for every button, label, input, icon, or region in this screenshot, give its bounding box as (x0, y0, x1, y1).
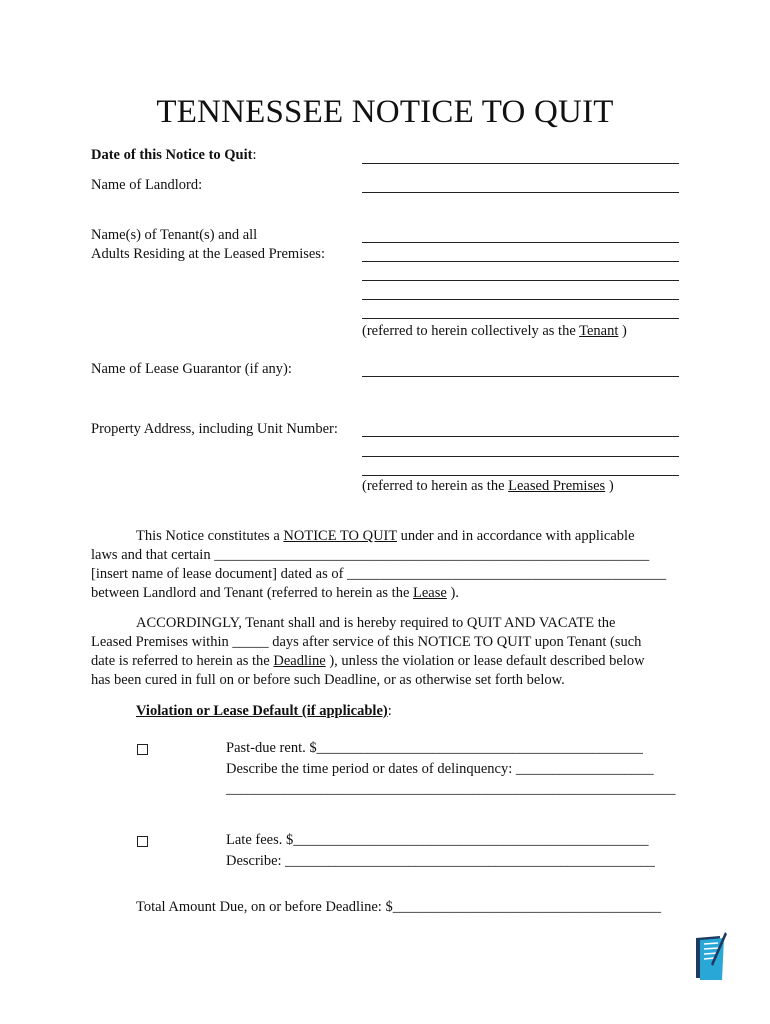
address-note-post: ) (605, 478, 614, 494)
date-label: Date of this Notice to Quit (91, 147, 253, 163)
tenant-field-line[interactable] (362, 318, 679, 319)
tenant-note-pre: (referred to herein collectively as the (362, 323, 580, 339)
tenant-label-line2: Adults Residing at the Leased Premises: (91, 246, 325, 262)
past-due-rent-line: Past-due rent. $_____________________________________________ (226, 740, 643, 756)
violation-heading (136, 702, 392, 721)
guarantor-field-line[interactable] (362, 376, 679, 377)
paragraph2-line2: Leased Premises within _____ days after service of this NOTICE TO QUIT upon Tenant (such (91, 634, 642, 650)
paragraph1-line4 (91, 584, 459, 603)
date-colon: : (252, 147, 257, 163)
date-field-line[interactable] (362, 163, 679, 164)
date-label-row (91, 147, 257, 164)
delinquency-line: Describe the time period or dates of delinquency: ___________________ (226, 761, 654, 777)
tenant-note-post: ) (618, 323, 627, 339)
address-note-pre: (referred to herein as the (362, 478, 509, 494)
paragraph1-line3: [insert name of lease document] dated as of ____________________________________________ (91, 566, 667, 582)
leased-premises-term: Leased Premises (508, 478, 606, 494)
late-fees-checkbox[interactable] (137, 834, 148, 852)
lease-term: Lease (413, 585, 447, 601)
address-field-line[interactable] (362, 436, 679, 437)
document-logo-icon (694, 930, 728, 980)
violation-heading-colon: : (387, 703, 392, 719)
landlord-label: Name of Landlord: (91, 177, 203, 193)
p1-l4-pre: between Landlord and Tenant (referred to herein as the (91, 585, 414, 601)
deadline-term: Deadline (273, 653, 326, 669)
p1-l1-pre: This Notice constitutes a (136, 528, 284, 544)
tenant-field-line[interactable] (362, 261, 679, 262)
past-due-checkbox[interactable] (137, 742, 148, 760)
paragraph2-line4: has been cured in full on or before such Deadline, or as otherwise set forth below. (91, 672, 565, 688)
violation-heading-text: Violation or Lease Default (if applicable) (136, 703, 388, 719)
late-fees-describe-line: Describe: ___________________________________________________ (226, 853, 655, 869)
delinquency-blank-line: ______________________________________________________________ (226, 781, 676, 797)
tenant-field-line[interactable] (362, 280, 679, 281)
paragraph1-line1 (136, 527, 635, 546)
tenant-field-line[interactable] (362, 299, 679, 300)
tenant-note (362, 323, 627, 340)
tenant-label-line1: Name(s) of Tenant(s) and all (91, 227, 258, 243)
p1-l4-post: ). (446, 585, 459, 601)
p2-l3-post: ), unless the violation or lease default described below (325, 653, 645, 669)
notice-to-quit-term: NOTICE TO QUIT (283, 528, 397, 544)
address-field-line[interactable] (362, 475, 679, 476)
tenant-term: Tenant (579, 323, 619, 339)
tenant-field-line[interactable] (362, 242, 679, 243)
address-field-line[interactable] (362, 456, 679, 457)
total-amount-line: Total Amount Due, on or before Deadline: $_____________________________________ (136, 899, 661, 915)
address-note (362, 478, 614, 495)
landlord-field-line[interactable] (362, 192, 679, 193)
late-fees-line: Late fees. $_________________________________________________ (226, 832, 649, 848)
paragraph2-line3 (91, 652, 645, 671)
guarantor-label: Name of Lease Guarantor (if any): (91, 361, 292, 377)
paragraph1-line2: laws and that certain ____________________________________________________________ (91, 547, 650, 563)
p1-l1-post: under and in accordance with applicable (396, 528, 635, 544)
paragraph2-line1: ACCORDINGLY, Tenant shall and is hereby required to QUIT AND VACATE the (136, 615, 616, 631)
p2-l3-pre: date is referred to herein as the (91, 653, 274, 669)
address-label: Property Address, including Unit Number: (91, 421, 338, 437)
document-title: TENNESSEE NOTICE TO QUIT (156, 94, 614, 130)
